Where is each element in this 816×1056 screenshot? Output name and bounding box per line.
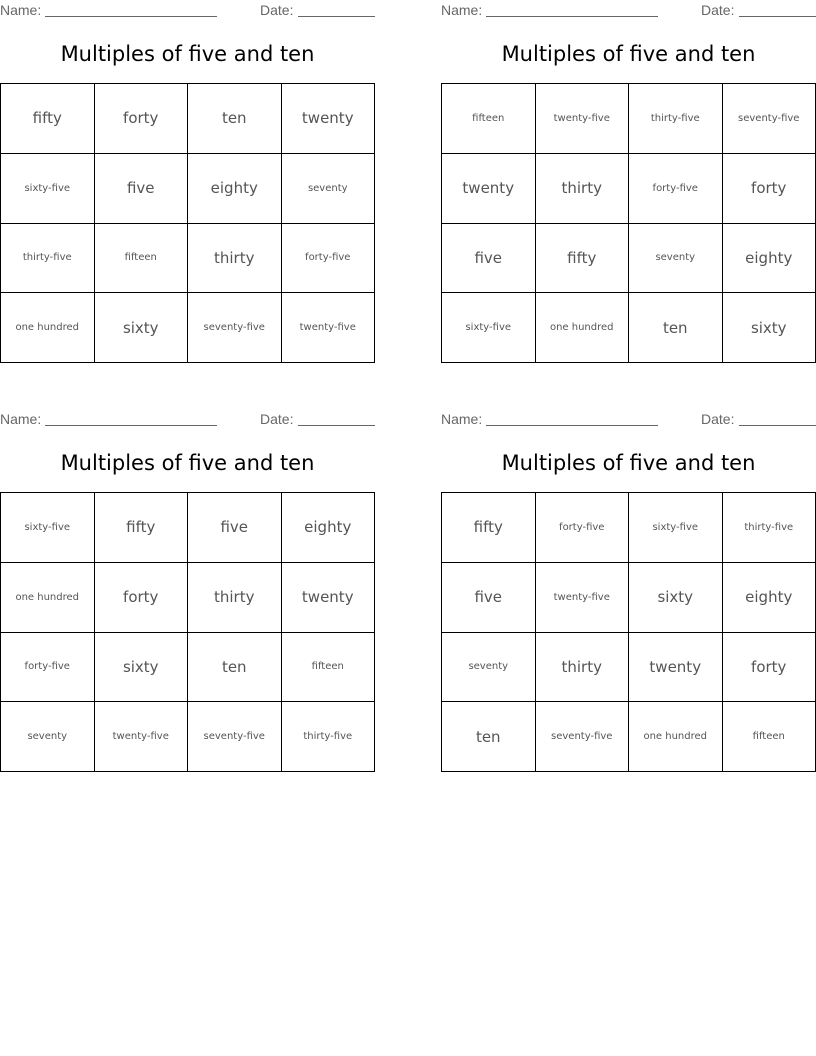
bingo-cell: seventy (1, 702, 95, 772)
bingo-cell: five (188, 493, 282, 563)
bingo-cell: one hundred (629, 702, 723, 772)
bingo-cell: thirty (536, 633, 630, 703)
bingo-cell: forty-five (282, 224, 376, 294)
bingo-cell: seventy-five (188, 702, 282, 772)
name-field[interactable] (45, 16, 217, 17)
bingo-cell: forty (95, 563, 189, 633)
bingo-grid (441, 83, 816, 363)
date-label: Date: (701, 411, 735, 427)
bingo-cell: one hundred (536, 293, 630, 363)
card-title: Multiples of five and ten (60, 42, 315, 66)
bingo-cell: ten (442, 702, 536, 772)
bingo-cell: twenty-five (536, 84, 630, 154)
bingo-cell: sixty-five (1, 154, 95, 224)
date-label: Date: (701, 2, 735, 18)
date-label: Date: (260, 411, 294, 427)
card-header (0, 409, 375, 431)
name-label: Name: (0, 411, 42, 427)
card-header (0, 0, 375, 22)
bingo-cell: ten (188, 633, 282, 703)
bingo-cell: sixty-five (442, 293, 536, 363)
card-title: Multiples of five and ten (60, 451, 315, 475)
bingo-grid (441, 492, 816, 772)
bingo-cell: ten (629, 293, 723, 363)
bingo-cell: thirty-five (1, 224, 95, 294)
bingo-cell: thirty (188, 563, 282, 633)
bingo-cell: fifteen (723, 702, 816, 772)
bingo-cell: sixty (723, 293, 816, 363)
bingo-cell: fifteen (282, 633, 376, 703)
bingo-cell: ten (188, 84, 282, 154)
bingo-cell: seventy (282, 154, 376, 224)
date-field[interactable] (298, 425, 375, 426)
bingo-cell: sixty-five (1, 493, 95, 563)
bingo-cell: twenty-five (282, 293, 376, 363)
bingo-cell: fifteen (95, 224, 189, 294)
bingo-cell: sixty-five (629, 493, 723, 563)
bingo-cell: twenty-five (536, 563, 630, 633)
date-field[interactable] (298, 16, 375, 17)
bingo-grid (0, 492, 375, 772)
bingo-cell: twenty (282, 563, 376, 633)
card-title: Multiples of five and ten (501, 42, 756, 66)
bingo-cell: twenty (442, 154, 536, 224)
bingo-cell: thirty-five (629, 84, 723, 154)
card-header (441, 0, 816, 22)
bingo-cell: five (95, 154, 189, 224)
bingo-cell: twenty (282, 84, 376, 154)
bingo-cell: seventy-five (536, 702, 630, 772)
bingo-cell: forty-five (536, 493, 630, 563)
bingo-cell: sixty (629, 563, 723, 633)
bingo-cell: thirty-five (282, 702, 376, 772)
bingo-cell: seventy (629, 224, 723, 294)
name-field[interactable] (486, 16, 658, 17)
bingo-cell: eighty (282, 493, 376, 563)
bingo-cell: one hundred (1, 293, 95, 363)
bingo-cell: five (442, 563, 536, 633)
date-label: Date: (260, 2, 294, 18)
bingo-cell: eighty (723, 224, 816, 294)
card-header (441, 409, 816, 431)
name-label: Name: (441, 2, 483, 18)
name-label: Name: (0, 2, 42, 18)
bingo-cell: twenty (629, 633, 723, 703)
bingo-cell: five (442, 224, 536, 294)
bingo-cell: forty (95, 84, 189, 154)
bingo-cell: seventy (442, 633, 536, 703)
name-label: Name: (441, 411, 483, 427)
bingo-cell: forty-five (629, 154, 723, 224)
bingo-cell: thirty-five (723, 493, 816, 563)
bingo-cell: seventy-five (723, 84, 816, 154)
date-field[interactable] (739, 425, 816, 426)
name-field[interactable] (45, 425, 217, 426)
card-title: Multiples of five and ten (501, 451, 756, 475)
bingo-cell: forty (723, 154, 816, 224)
bingo-cell: thirty (536, 154, 630, 224)
bingo-cell: forty (723, 633, 816, 703)
bingo-cell: thirty (188, 224, 282, 294)
bingo-grid (0, 83, 375, 363)
name-field[interactable] (486, 425, 658, 426)
bingo-cell: fifty (95, 493, 189, 563)
bingo-cell: fifty (1, 84, 95, 154)
bingo-cell: sixty (95, 293, 189, 363)
bingo-cell: forty-five (1, 633, 95, 703)
bingo-cell: fifty (442, 493, 536, 563)
bingo-cell: twenty-five (95, 702, 189, 772)
bingo-cell: fifty (536, 224, 630, 294)
bingo-cell: seventy-five (188, 293, 282, 363)
bingo-cell: eighty (188, 154, 282, 224)
bingo-cell: sixty (95, 633, 189, 703)
bingo-cell: eighty (723, 563, 816, 633)
date-field[interactable] (739, 16, 816, 17)
bingo-cell: fifteen (442, 84, 536, 154)
bingo-cell: one hundred (1, 563, 95, 633)
